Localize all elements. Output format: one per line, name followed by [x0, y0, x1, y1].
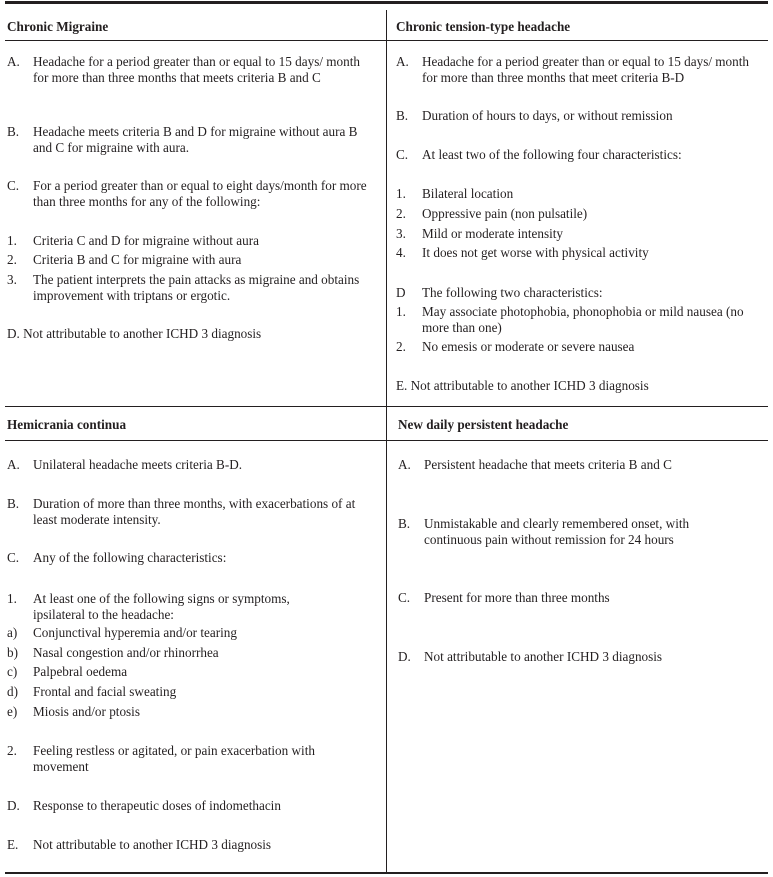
criterion-b: B. Duration of hours to days, or without remission: [396, 108, 673, 123]
sign-a: a) Conjunctival hyperemia and/or tearing: [7, 625, 237, 640]
criterion-d: D. Not attributable to another ICHD 3 diagnosis: [398, 649, 663, 664]
criterion-a: A. Headache for a period greater than or equal to 15 days/ month for more than three months that meet criteria B-D: [396, 54, 749, 85]
cell-title: New daily persistent headache: [398, 417, 569, 432]
subcriterion-2: 2. Oppressive pain (non pulsatile): [396, 206, 588, 221]
criterion-c: C. For a period greater than or equal to eight days/month for more than three months for any of the following:: [7, 178, 367, 209]
criterion-a: A. Persistent headache that meets criteria B and C: [398, 457, 672, 472]
subcriterion-1: 1. At least one of the following signs or symptoms, ipsilateral to the headache:: [7, 591, 290, 622]
criterion-e: E. Not attributable to another ICHD 3 diagnosis: [396, 378, 649, 393]
cell-chronic-tension-type-headache: [396, 0, 768, 406]
criterion-d: D. Response to therapeutic doses of indomethacin: [7, 798, 281, 813]
cell-chronic-migraine: [5, 0, 381, 406]
criterion-c: C. Present for more than three months: [398, 590, 610, 605]
criterion-c: C. Any of the following characteristics:: [7, 550, 227, 565]
sign-e: e) Miosis and/or ptosis: [7, 704, 140, 719]
column-divider: [386, 10, 387, 872]
criterion-a: A. Unilateral headache meets criteria B-D.: [7, 457, 243, 472]
sign-d: d) Frontal and facial sweating: [7, 684, 177, 699]
subcriterion-3: 3. Mild or moderate intensity: [396, 226, 564, 241]
criterion-b: B. Headache meets criteria B and D for migraine without aura B and C for migraine with aura.: [7, 124, 358, 155]
sign-c: c) Palpebral oedema: [7, 664, 128, 679]
sign-b: b) Nasal congestion and/or rhinorrhea: [7, 645, 219, 660]
subcriterion-1: 1. Bilateral location: [396, 186, 514, 201]
subcriterion-2: 2. Criteria B and C for migraine with aura: [7, 252, 242, 267]
subcriterion-3: 3. The patient interprets the pain attacks as migraine and obtains improvement with triptans or ergotic.: [7, 272, 360, 303]
subcriterion-d1: 1. May associate photophobia, phonophobia or mild nausea (no more than one): [396, 304, 744, 335]
criterion-b: B. Duration of more than three months, with exacerbations of at least moderate intensity.: [7, 496, 356, 527]
criterion-a: A. Headache for a period greater than or equal to 15 days/ month for more than three months that meets criteria B and C: [7, 54, 360, 85]
criterion-d: D. Not attributable to another ICHD 3 diagnosis: [7, 326, 262, 341]
subcriterion-d2: 2. No emesis or moderate or severe nausea: [396, 339, 635, 354]
subcriterion-2: 2. Feeling restless or agitated, or pain exacerbation with movement: [7, 743, 315, 774]
criteria-table: [5, 0, 768, 877]
table-bottom-rule: [5, 872, 768, 874]
cell-hemicrania-continua: [5, 406, 381, 872]
subcriterion-4: 4. It does not get worse with physical activity: [396, 245, 649, 260]
criterion-b: B. Unmistakable and clearly remembered onset, with continuous pain without remission for 24 hours: [398, 516, 690, 547]
criterion-d: D The following two characteristics:: [396, 285, 603, 300]
cell-new-daily-persistent-headache: [396, 406, 768, 872]
criterion-e: E. Not attributable to another ICHD 3 diagnosis: [7, 837, 272, 852]
cell-title: Hemicrania continua: [7, 417, 127, 432]
cell-title: Chronic tension-type headache: [396, 19, 571, 34]
subcriterion-1: 1. Criteria C and D for migraine without aura: [7, 233, 259, 248]
criterion-c: C. At least two of the following four characteristics:: [396, 147, 682, 162]
cell-title: Chronic Migraine: [7, 19, 109, 34]
